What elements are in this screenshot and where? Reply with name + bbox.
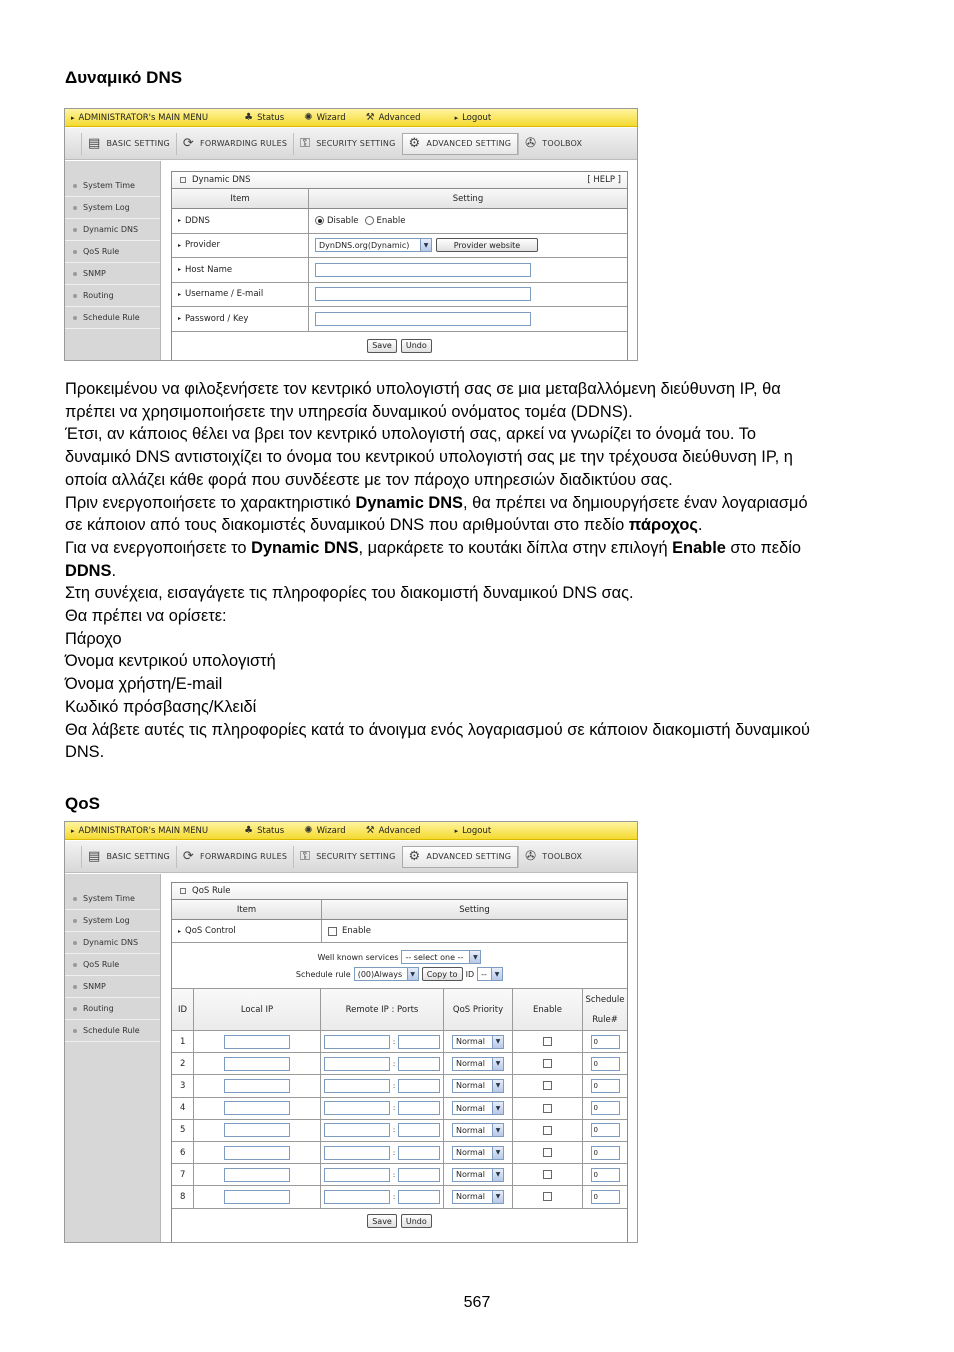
table-header bbox=[172, 189, 627, 209]
top-menu bbox=[65, 109, 637, 127]
chevron-down-icon: ▼ bbox=[492, 1124, 503, 1136]
tab-toolbox[interactable]: ✇ TOOLBOX bbox=[518, 133, 588, 155]
chevron-down-icon: ▼ bbox=[492, 1102, 503, 1114]
schedule-rule-input[interactable]: 0 bbox=[591, 1035, 620, 1049]
local-ip-input[interactable] bbox=[224, 1079, 290, 1093]
qos-priority-select[interactable]: Normal ▼ bbox=[452, 1190, 504, 1204]
rule-id: 4 bbox=[180, 1103, 186, 1114]
sidebar-item-routing[interactable]: Routing bbox=[65, 998, 160, 1020]
schedule-rule-input[interactable]: 0 bbox=[591, 1168, 620, 1182]
rule-id: 5 bbox=[180, 1125, 186, 1136]
qos-control-row: ▸ QoS Control Enable bbox=[172, 920, 627, 943]
rule-id: 1 bbox=[180, 1036, 186, 1047]
text-line: Πριν ενεργοποιήσετε το χαρακτηριστικό Dynamic DNS, θα πρέπει να δημιουργήσετε έναν λογαριασμό bbox=[65, 493, 808, 512]
qos-rule-row: 5 : Normal ▼ 0 bbox=[172, 1120, 627, 1142]
text-line: σε κάποιον από τους διακομιστές δυναμικού DNS που αριθμούνται στο πεδίο πάροχος. bbox=[65, 516, 703, 535]
sidebar-item-system-log[interactable]: System Log bbox=[65, 197, 160, 219]
qos-priority-select[interactable]: Normal ▼ bbox=[452, 1101, 504, 1115]
text-line: Στη συνέχεια, εισαγάγετε τις πληροφορίες του διακομιστή δυναμικού DNS σας. bbox=[65, 584, 634, 603]
body-text bbox=[65, 378, 905, 764]
remote-ip-input[interactable] bbox=[324, 1168, 390, 1182]
rule-enable-checkbox[interactable] bbox=[543, 1059, 552, 1068]
status-link[interactable]: ♣ Status bbox=[244, 112, 285, 123]
chevron-down-icon: ▼ bbox=[420, 239, 431, 251]
local-ip-input[interactable] bbox=[224, 1123, 290, 1137]
qos-priority-select[interactable]: Normal ▼ bbox=[452, 1079, 504, 1093]
local-ip-input[interactable] bbox=[224, 1057, 290, 1071]
arrow-icon: ▸ bbox=[71, 113, 75, 122]
remote-ip-input[interactable] bbox=[324, 1101, 390, 1115]
qos-priority-select[interactable]: Normal ▼ bbox=[452, 1057, 504, 1071]
rule-id: 8 bbox=[180, 1191, 186, 1202]
admin-menu-link[interactable]: ▸ ADMINISTRATOR's MAIN MENU bbox=[71, 825, 209, 836]
text-line: Όνομα χρήστη/E-mail bbox=[65, 675, 223, 694]
username-input[interactable] bbox=[315, 287, 531, 301]
remote-port-input[interactable] bbox=[398, 1190, 440, 1204]
wizard-link[interactable]: ✺ Wizard bbox=[304, 112, 346, 123]
qos-priority-select[interactable]: Normal ▼ bbox=[452, 1123, 504, 1137]
tab-bar bbox=[65, 841, 637, 873]
heading-qos: QoS bbox=[65, 794, 100, 813]
schedule-rule-input[interactable]: 0 bbox=[591, 1057, 620, 1071]
item-header: Item bbox=[172, 189, 309, 208]
sidebar-item-system-time[interactable]: System Time bbox=[65, 175, 160, 197]
chevron-down-icon: ▼ bbox=[492, 1036, 503, 1048]
qos-rule-row: 4 : Normal ▼ 0 bbox=[172, 1098, 627, 1120]
chevron-down-icon: ▼ bbox=[491, 968, 502, 980]
text-line: Θα λάβετε αυτές τις πληροφορίες κατά το άνοιγμα ενός λογαριασμού σε κάποιον διακομιστή δυναμικού bbox=[65, 720, 810, 739]
rule-id: 6 bbox=[180, 1147, 186, 1158]
remote-ip-input[interactable] bbox=[324, 1035, 390, 1049]
forwarding-icon: ⟳ bbox=[182, 849, 195, 864]
remote-port-input[interactable] bbox=[398, 1101, 440, 1115]
enable-radio[interactable]: Enable bbox=[365, 216, 406, 226]
sidebar-item-schedule-rule[interactable]: Schedule Rule bbox=[65, 307, 160, 329]
advanced-setting-icon: ⚙ bbox=[408, 136, 421, 151]
text-line: Έτσι, αν κάποιος θέλει να βρει τον κεντρικό υπολογιστή σας, αρκεί να γνωρίζει το όνομά του. Το bbox=[65, 425, 757, 444]
advanced-icon: ⚒ bbox=[365, 825, 375, 836]
sidebar-item-system-time[interactable]: System Time bbox=[65, 888, 160, 910]
advanced-link[interactable]: ⚒ Advanced bbox=[365, 112, 421, 123]
provider-select[interactable]: DynDNS.org(Dynamic) ▼ bbox=[315, 238, 432, 252]
qos-rows bbox=[172, 1031, 627, 1209]
text-line: Κωδικό πρόσβασης/Κλειδί bbox=[65, 697, 257, 716]
tab-bar bbox=[65, 128, 637, 160]
chevron-down-icon: ▼ bbox=[492, 1080, 503, 1092]
sidebar-item-dynamic-dns[interactable]: Dynamic DNS bbox=[65, 932, 160, 954]
button-row bbox=[172, 1209, 627, 1234]
local-ip-input[interactable] bbox=[224, 1146, 290, 1160]
host-name-input[interactable] bbox=[315, 263, 531, 277]
heading-dynamic-dns: Δυναμικό DNS bbox=[65, 68, 183, 87]
setting-header: Setting bbox=[452, 193, 484, 204]
remote-port-input[interactable] bbox=[398, 1079, 440, 1093]
tab-advanced-setting[interactable]: ⚙ ADVANCED SETTING bbox=[402, 846, 519, 868]
disable-radio[interactable]: Disable bbox=[315, 216, 359, 226]
tab-forwarding-rules[interactable]: ⟳ FORWARDING RULES bbox=[176, 133, 293, 155]
sidebar-item-routing[interactable]: Routing bbox=[65, 285, 160, 307]
sidebar-item-snmp[interactable]: SNMP bbox=[65, 976, 160, 998]
toolbox-icon: ✇ bbox=[525, 849, 537, 864]
sidebar-item-system-log[interactable]: System Log bbox=[65, 910, 160, 932]
status-icon: ♣ bbox=[244, 825, 254, 836]
schedule-rule-input[interactable]: 0 bbox=[591, 1101, 620, 1115]
forwarding-icon: ⟳ bbox=[182, 136, 195, 151]
status-icon: ♣ bbox=[244, 112, 254, 123]
schedule-rule-select[interactable]: (00)Always ▼ bbox=[354, 967, 419, 981]
qos-priority-select[interactable]: Normal ▼ bbox=[452, 1146, 504, 1160]
tab-forwarding-rules[interactable]: ⟳ FORWARDING RULES bbox=[176, 846, 293, 868]
remote-ip-input[interactable] bbox=[324, 1123, 390, 1137]
page-number: 567 bbox=[463, 1294, 491, 1311]
chevron-down-icon: ▼ bbox=[407, 968, 418, 980]
qos-rule-row: 7 : Normal ▼ 0 bbox=[172, 1164, 627, 1186]
sidebar-item-qos-rule[interactable]: QoS Rule bbox=[65, 954, 160, 976]
chevron-down-icon: ▼ bbox=[492, 1191, 503, 1203]
wizard-icon: ✺ bbox=[304, 112, 313, 123]
logout-link[interactable]: ▸ Logout bbox=[454, 825, 492, 836]
username-row: ▸ Username / E-mail bbox=[172, 283, 627, 308]
arrow-icon: ▸ bbox=[178, 217, 182, 225]
tab-security-setting[interactable]: ⚿ SECURITY SETTING bbox=[293, 846, 401, 868]
rule-id: 7 bbox=[180, 1169, 186, 1180]
button-row bbox=[172, 332, 627, 360]
provider-website-button[interactable]: Provider website bbox=[436, 238, 538, 252]
undo-button[interactable]: Undo bbox=[401, 339, 432, 353]
remote-port-input[interactable] bbox=[398, 1146, 440, 1160]
sidebar bbox=[65, 874, 161, 1242]
text-line: Προκειμένου να φιλοξενήσετε τον κεντρικό υπολογιστή σας σε μια μεταβαλλόμενη διεύθυνση IP, θα bbox=[65, 380, 781, 398]
ddns-row: ▸ DDNS Disable Enable bbox=[172, 209, 627, 234]
qos-rule-row: 2 : Normal ▼ 0 bbox=[172, 1053, 627, 1075]
text-line: οποία αλλάζει κάθε φορά που συνδέεστε με τον πάροχο υπηρεσιών διαδικτύου σας. bbox=[65, 470, 673, 489]
text-line: Όνομα κεντρικού υπολογιστή bbox=[65, 652, 276, 671]
panel-icon bbox=[180, 177, 186, 183]
rule-enable-checkbox[interactable] bbox=[543, 1170, 552, 1179]
wizard-link[interactable]: ✺ Wizard bbox=[304, 825, 346, 836]
schedule-rule-input[interactable]: 0 bbox=[591, 1190, 620, 1204]
local-ip-input[interactable] bbox=[224, 1035, 290, 1049]
host-name-row: ▸ Host Name bbox=[172, 258, 627, 283]
arrow-icon: ▸ bbox=[178, 266, 182, 274]
qos-priority-select[interactable]: Normal ▼ bbox=[452, 1035, 504, 1049]
local-ip-input[interactable] bbox=[224, 1190, 290, 1204]
text-line: Θα πρέπει να ορίσετε: bbox=[65, 607, 227, 626]
rule-enable-checkbox[interactable] bbox=[543, 1081, 552, 1090]
save-button[interactable]: Save bbox=[367, 1214, 397, 1228]
password-input[interactable] bbox=[315, 312, 531, 326]
remote-ip-input[interactable] bbox=[324, 1057, 390, 1071]
arrow-icon: ▸ bbox=[71, 826, 75, 835]
wizard-icon: ✺ bbox=[304, 825, 313, 836]
toolbox-icon: ✇ bbox=[525, 136, 537, 151]
sidebar bbox=[65, 161, 161, 360]
qos-priority-select[interactable]: Normal ▼ bbox=[452, 1168, 504, 1182]
qos-rule-row: 8 : Normal ▼ 0 bbox=[172, 1186, 627, 1208]
security-icon: ⚿ bbox=[300, 136, 311, 151]
chevron-down-icon: ▼ bbox=[492, 1147, 503, 1159]
rule-enable-checkbox[interactable] bbox=[543, 1104, 552, 1113]
copy-to-button[interactable]: Copy to bbox=[422, 967, 463, 981]
text-line: πρέπει να χρησιμοποιήσετε την υπηρεσία δυναμικού ονόματος τομέα (DDNS). bbox=[65, 402, 633, 421]
remote-port-input[interactable] bbox=[398, 1057, 440, 1071]
text-line: Πάροχο bbox=[65, 629, 122, 648]
provider-row: ▸ Provider DynDNS.org(Dynamic) ▼ Provider website bbox=[172, 234, 627, 259]
qos-rule-row: 3 : Normal ▼ 0 bbox=[172, 1075, 627, 1097]
sidebar-item-snmp[interactable]: SNMP bbox=[65, 263, 160, 285]
schedule-rule-input[interactable]: 0 bbox=[591, 1079, 620, 1093]
advanced-link[interactable]: ⚒ Advanced bbox=[365, 825, 421, 836]
schedule-controls: Well known services -- select one -- ▼ Schedule rule (00)Always ▼ Copy to ID -- ▼ bbox=[172, 943, 627, 989]
arrow-icon: ▸ bbox=[178, 927, 182, 935]
remote-ip-input[interactable] bbox=[324, 1190, 390, 1204]
text-line: DDNS. bbox=[65, 561, 117, 580]
qos-screenshot bbox=[64, 821, 638, 1243]
save-button[interactable]: Save bbox=[367, 339, 397, 353]
chevron-down-icon: ▼ bbox=[492, 1058, 503, 1070]
id-select[interactable]: -- ▼ bbox=[477, 967, 503, 981]
text-line: δυναμικό DNS αντιστοιχίζει το όνομα του κεντρικού υπολογιστή σας με την τρέχουσα διεύθυνση IP, η bbox=[65, 448, 793, 467]
qos-rule-row: 6 : Normal ▼ 0 bbox=[172, 1142, 627, 1164]
rule-enable-checkbox[interactable] bbox=[543, 1148, 552, 1157]
rule-enable-checkbox[interactable] bbox=[543, 1192, 552, 1201]
qos-enable-checkbox[interactable] bbox=[328, 927, 337, 936]
arrow-icon: ▸ bbox=[178, 241, 182, 249]
tab-security-setting[interactable]: ⚿ SECURITY SETTING bbox=[293, 133, 401, 155]
basic-setting-icon: ▤ bbox=[88, 136, 101, 151]
tab-toolbox[interactable]: ✇ TOOLBOX bbox=[518, 846, 588, 868]
ddns-panel bbox=[171, 171, 628, 361]
item-header: Item bbox=[172, 900, 322, 919]
schedule-rule-input[interactable]: 0 bbox=[591, 1123, 620, 1137]
logout-link[interactable]: ▸ Logout bbox=[454, 112, 492, 123]
arrow-icon: ▸ bbox=[454, 826, 459, 835]
rule-enable-checkbox[interactable] bbox=[543, 1126, 552, 1135]
tab-advanced-setting[interactable]: ⚙ ADVANCED SETTING bbox=[402, 133, 519, 155]
advanced-setting-icon: ⚙ bbox=[408, 849, 421, 864]
tab-basic-setting[interactable]: ▤ BASIC SETTING bbox=[81, 133, 176, 155]
advanced-icon: ⚒ bbox=[365, 112, 375, 123]
qos-table-header: ID Local IP Remote IP : Ports QoS Priority Enable Schedule Rule# bbox=[172, 989, 627, 1031]
remote-ip-input[interactable] bbox=[324, 1079, 390, 1093]
panel-icon bbox=[180, 888, 186, 894]
arrow-icon: ▸ bbox=[178, 315, 182, 323]
security-icon: ⚿ bbox=[300, 849, 311, 864]
status-link[interactable]: ♣ Status bbox=[244, 825, 285, 836]
qos-rule-row: 1 : Normal ▼ 0 bbox=[172, 1031, 627, 1053]
rule-id: 3 bbox=[180, 1080, 186, 1091]
local-ip-input[interactable] bbox=[224, 1168, 290, 1182]
chevron-down-icon: ▼ bbox=[469, 951, 480, 963]
sidebar-item-schedule-rule[interactable]: Schedule Rule bbox=[65, 1020, 160, 1042]
arrow-icon: ▸ bbox=[178, 290, 182, 298]
sidebar-item-dynamic-dns[interactable]: Dynamic DNS bbox=[65, 219, 160, 241]
password-row: ▸ Password / Key bbox=[172, 307, 627, 332]
well-known-select[interactable]: -- select one -- ▼ bbox=[401, 950, 481, 964]
text-line: DNS. bbox=[65, 743, 105, 762]
chevron-down-icon: ▼ bbox=[492, 1169, 503, 1181]
undo-button[interactable]: Undo bbox=[401, 1214, 432, 1228]
setting-header: Setting bbox=[459, 904, 490, 915]
local-ip-input[interactable] bbox=[224, 1101, 290, 1115]
remote-port-input[interactable] bbox=[398, 1123, 440, 1137]
basic-setting-icon: ▤ bbox=[88, 849, 101, 864]
sidebar-item-qos-rule[interactable]: QoS Rule bbox=[65, 241, 160, 263]
remote-port-input[interactable] bbox=[398, 1035, 440, 1049]
rule-id: 2 bbox=[180, 1058, 186, 1069]
qos-panel bbox=[171, 882, 628, 1243]
table-header bbox=[172, 900, 627, 920]
admin-menu-link[interactable]: ▸ ADMINISTRATOR's MAIN MENU bbox=[71, 112, 209, 123]
panel-title: QoS Rule bbox=[172, 883, 627, 900]
rule-enable-checkbox[interactable] bbox=[543, 1037, 552, 1046]
help-link[interactable]: [ HELP ] bbox=[587, 175, 621, 185]
remote-port-input[interactable] bbox=[398, 1168, 440, 1182]
tab-basic-setting[interactable]: ▤ BASIC SETTING bbox=[81, 846, 176, 868]
top-menu bbox=[65, 822, 637, 840]
text-line: Για να ενεργοποιήσετε το Dynamic DNS, μαρκάρετε το κουτάκι δίπλα στην επιλογή Enable στο πεδίο bbox=[65, 538, 801, 557]
arrow-icon: ▸ bbox=[454, 113, 459, 122]
panel-title: Dynamic DNS [ HELP ] bbox=[172, 172, 627, 189]
schedule-rule-input[interactable]: 0 bbox=[591, 1146, 620, 1160]
remote-ip-input[interactable] bbox=[324, 1146, 390, 1160]
ddns-screenshot bbox=[64, 108, 638, 361]
